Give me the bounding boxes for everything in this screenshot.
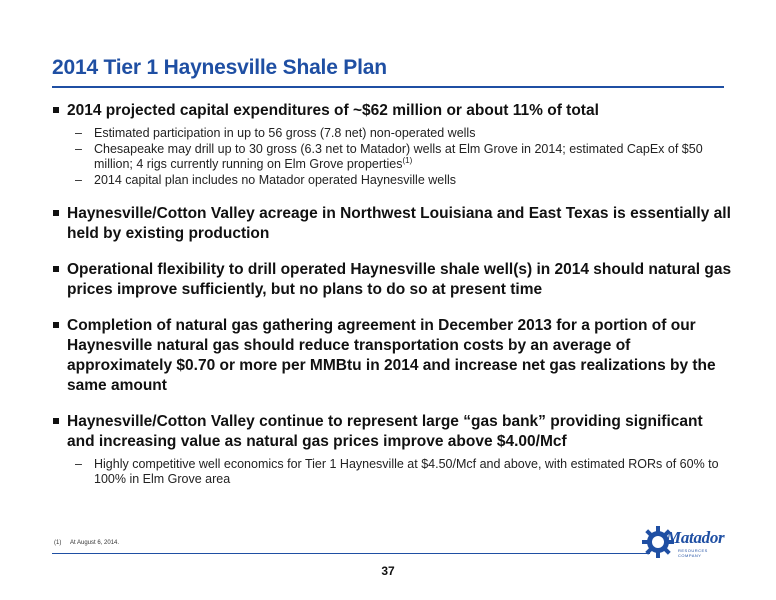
sub-bullet-text: 2014 capital plan includes no Matador operated Haynesville wells [94,173,457,187]
bullet-gas-bank [52,412,732,487]
sub-bullet [67,142,732,172]
bullet-acreage [52,204,732,244]
bullet-gathering [52,316,732,396]
footnote-number: (1) [54,540,62,546]
matador-logo [638,522,728,562]
bullet-text: 2014 projected capital expenditures of ~$62 million or about 11% of total [67,102,599,119]
slide-title: 2014 Tier 1 Haynesville Shale Plan [52,56,387,79]
bullet-text: Operational flexibility to drill operated Haynesville shale well(s) in 2014 should natural gas prices improve sufficiently, but no plans to do so at present time [67,261,732,298]
bullet-flexibility [52,260,732,300]
dash-icon: – [75,457,82,471]
footnote-text: At August 6, 2014. [70,540,120,546]
dash-icon: – [75,126,82,140]
sub-bullet-text: Chesapeake may drill up to 30 gross (6.3 net to Matador) wells at Elm Grove in 2014; estimated CapEx of $50 million; 4 rigs currently running on Elm Grove properties [94,142,703,171]
sub-bullet-list [67,126,732,188]
footer-divider [52,553,650,554]
sub-bullet [67,126,732,141]
logo-wordmark: Matador [666,528,725,547]
footnote-reference: (1) [402,155,413,165]
bullet-square-icon [53,210,59,216]
footnote [54,540,119,546]
dash-icon: – [75,142,82,156]
sub-bullet-text: Estimated participation in up to 56 gross (7.8 net) non-operated wells [94,126,476,140]
title-divider [52,86,724,88]
bullet-square-icon [53,266,59,272]
bullet-text: Haynesville/Cotton Valley acreage in Northwest Louisiana and East Texas is essentially all held by existing production [67,205,731,242]
slide-content [52,101,732,488]
bullet-square-icon [53,107,59,113]
bullet-square-icon [53,418,59,424]
bullet-capex [52,101,732,188]
sub-bullet [67,173,732,188]
dash-icon: – [75,173,82,187]
bullet-text: Haynesville/Cotton Valley continue to represent large “gas bank” providing significant and increasing value as natural gas prices improve above $4.00/Mcf [67,413,703,450]
logo-tagline: RESOURCES COMPANY [678,548,708,558]
page-number: 37 [381,564,395,578]
bullet-text: Completion of natural gas gathering agreement in December 2013 for a portion of our Haynesville natural gas should reduce transportation costs by an average of approximately $0.70 or more per MMBtu in 2014 and increase net gas realizations by the same amount [67,317,716,394]
sub-bullet-text: Highly competitive well economics for Tier 1 Haynesville at $4.50/Mcf and above, with estimated RORs of 60% to 100% in Elm Grove area [94,457,719,486]
sub-bullet [67,457,732,487]
sub-bullet-list [67,457,732,487]
bullet-square-icon [53,322,59,328]
